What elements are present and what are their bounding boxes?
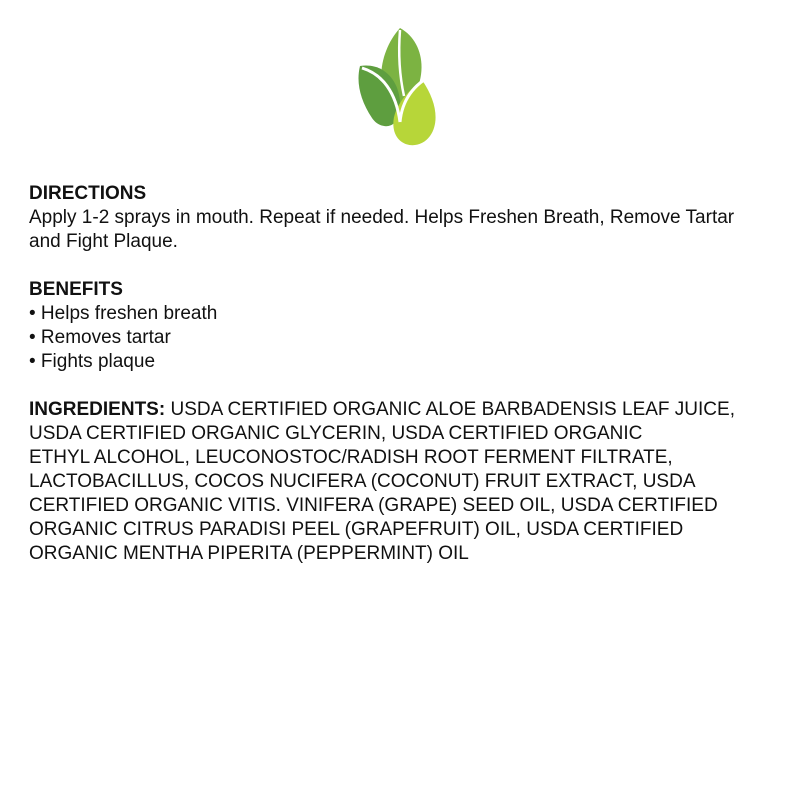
ingredients-section <box>29 398 769 566</box>
leaf-droplet-icon <box>356 26 444 148</box>
directions-heading: DIRECTIONS <box>29 183 147 204</box>
product-info <box>29 182 769 590</box>
ingredients-line: LACTOBACILLUS, COCOS NUCIFERA (COCONUT) FRUIT EXTRACT, USDA <box>29 471 696 492</box>
ingredients-line: CERTIFIED ORGANIC VITIS. VINIFERA (GRAPE) SEED OIL, USDA CERTIFIED <box>29 495 718 516</box>
benefit-item: • Helps freshen breath <box>29 303 218 324</box>
leaf-logo-svg <box>356 26 444 148</box>
ingredients-label: INGREDIENTS: <box>29 399 166 420</box>
ingredients-line <box>29 398 769 422</box>
ingredients-line: ETHYL ALCOHOL, LEUCONOSTOC/RADISH ROOT FERMENT FILTRATE, <box>29 447 673 468</box>
ingredients-line: ORGANIC MENTHA PIPERITA (PEPPERMINT) OIL <box>29 543 469 564</box>
ingredients-line-text: USDA CERTIFIED ORGANIC ALOE BARBADENSIS LEAF JUICE, <box>165 399 735 420</box>
benefits-list <box>29 302 769 374</box>
benefit-item: • Fights plaque <box>29 351 156 372</box>
directions-text: Apply 1-2 sprays in mouth. Repeat if needed. Helps Freshen Breath, Remove Tartar and Fight Plaque. <box>29 207 735 252</box>
ingredients-line: ORGANIC CITRUS PARADISI PEEL (GRAPEFRUIT) OIL, USDA CERTIFIED <box>29 519 684 540</box>
benefits-heading: BENEFITS <box>29 279 123 300</box>
ingredients-line: USDA CERTIFIED ORGANIC GLYCERIN, USDA CERTIFIED ORGANIC <box>29 423 643 444</box>
benefit-item: • Removes tartar <box>29 327 171 348</box>
benefits-section <box>29 278 769 374</box>
directions-section <box>29 182 769 254</box>
